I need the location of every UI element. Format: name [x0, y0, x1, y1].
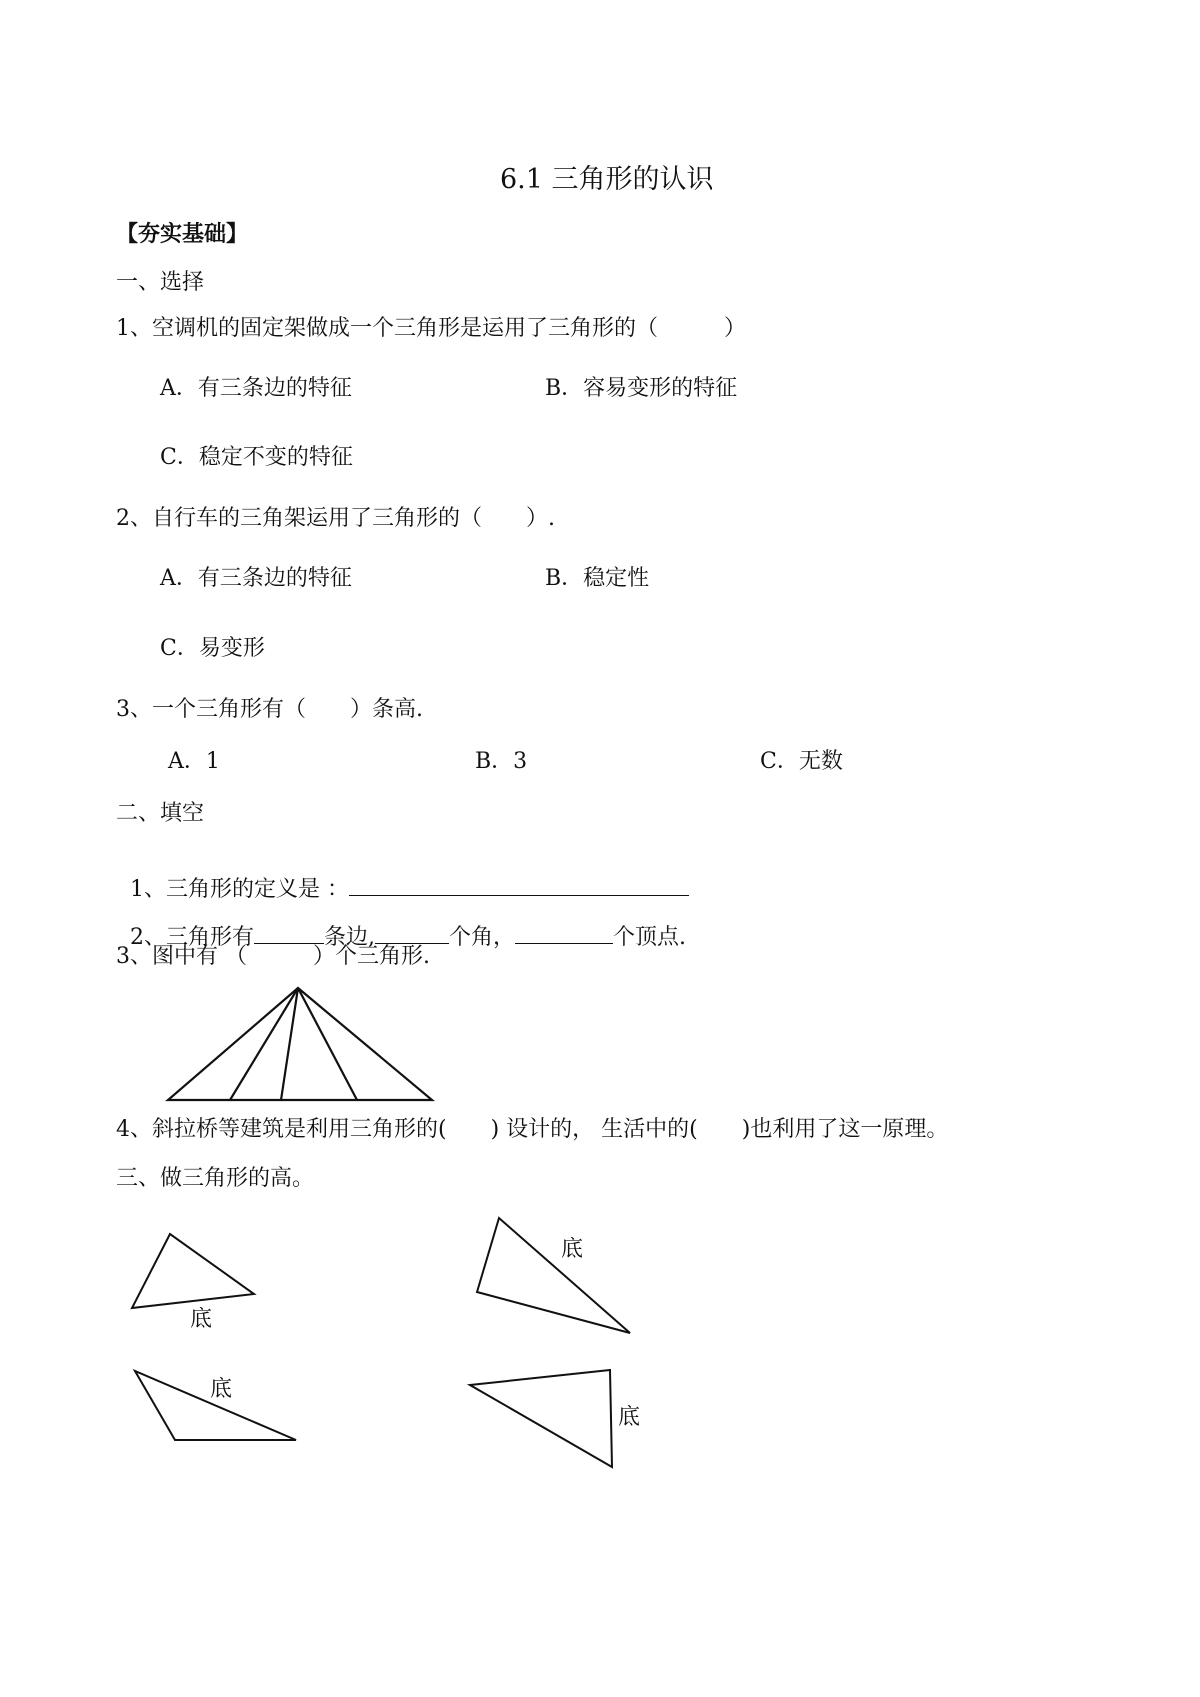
fill-q1-text: 1、三角形的定义是 ：	[130, 877, 349, 902]
triangle-2	[477, 1218, 630, 1333]
fill-q2-text-d: 个顶点.	[613, 925, 687, 950]
fill-q3: 3、图中有 （ ）个三角形.	[116, 944, 430, 969]
part3-heading: 三、做三角形的高。	[116, 1166, 315, 1191]
q3-option-a: A．1	[168, 749, 220, 774]
q1-stem: 1、空调机的固定架做成一个三角形是运用了三角形的（ ）	[116, 316, 746, 341]
q1-option-c: C．稳定不变的特征	[160, 445, 353, 470]
q1-option-a: A．有三条边的特征	[160, 376, 352, 401]
q2-option-c: C．易变形	[160, 636, 265, 661]
base-label: 底	[190, 1307, 213, 1332]
section-header: 【夯实基础】	[116, 222, 249, 247]
q3-option-b: B．3	[475, 749, 528, 774]
base-label: 底	[561, 1237, 584, 1262]
q1-option-b: B．容易变形的特征	[545, 376, 738, 401]
triangle-4	[470, 1370, 640, 1467]
q3-stem: 3、一个三角形有（ ）条高.	[116, 697, 423, 722]
fill-q2-text-c: 个角，	[449, 925, 516, 950]
fill-q2-text-a: 2、三角形有	[130, 925, 254, 950]
fill-q4: 4、斜拉桥等建筑是利用三角形的( ) 设计的， 生活中的( )也利用了这一原理。	[116, 1117, 949, 1142]
q3-option-c: C．无数	[760, 749, 843, 774]
page-title: 6.1 三角形的认识	[500, 164, 714, 195]
triangle-fan-figure	[168, 988, 432, 1100]
part1-heading: 一、选择	[116, 270, 205, 295]
base-label: 底	[618, 1405, 641, 1430]
triangle-1	[132, 1234, 254, 1332]
q2-option-a: A．有三条边的特征	[160, 566, 352, 591]
base-label: 底	[210, 1377, 233, 1402]
q2-stem: 2、自行车的三角架运用了三角形的（ ）.	[116, 506, 555, 531]
fill-q2-text-b: 条边,	[324, 925, 375, 950]
triangle-3	[135, 1371, 296, 1440]
part2-heading: 二、填空	[116, 801, 205, 826]
q2-option-b: B．稳定性	[545, 566, 650, 591]
